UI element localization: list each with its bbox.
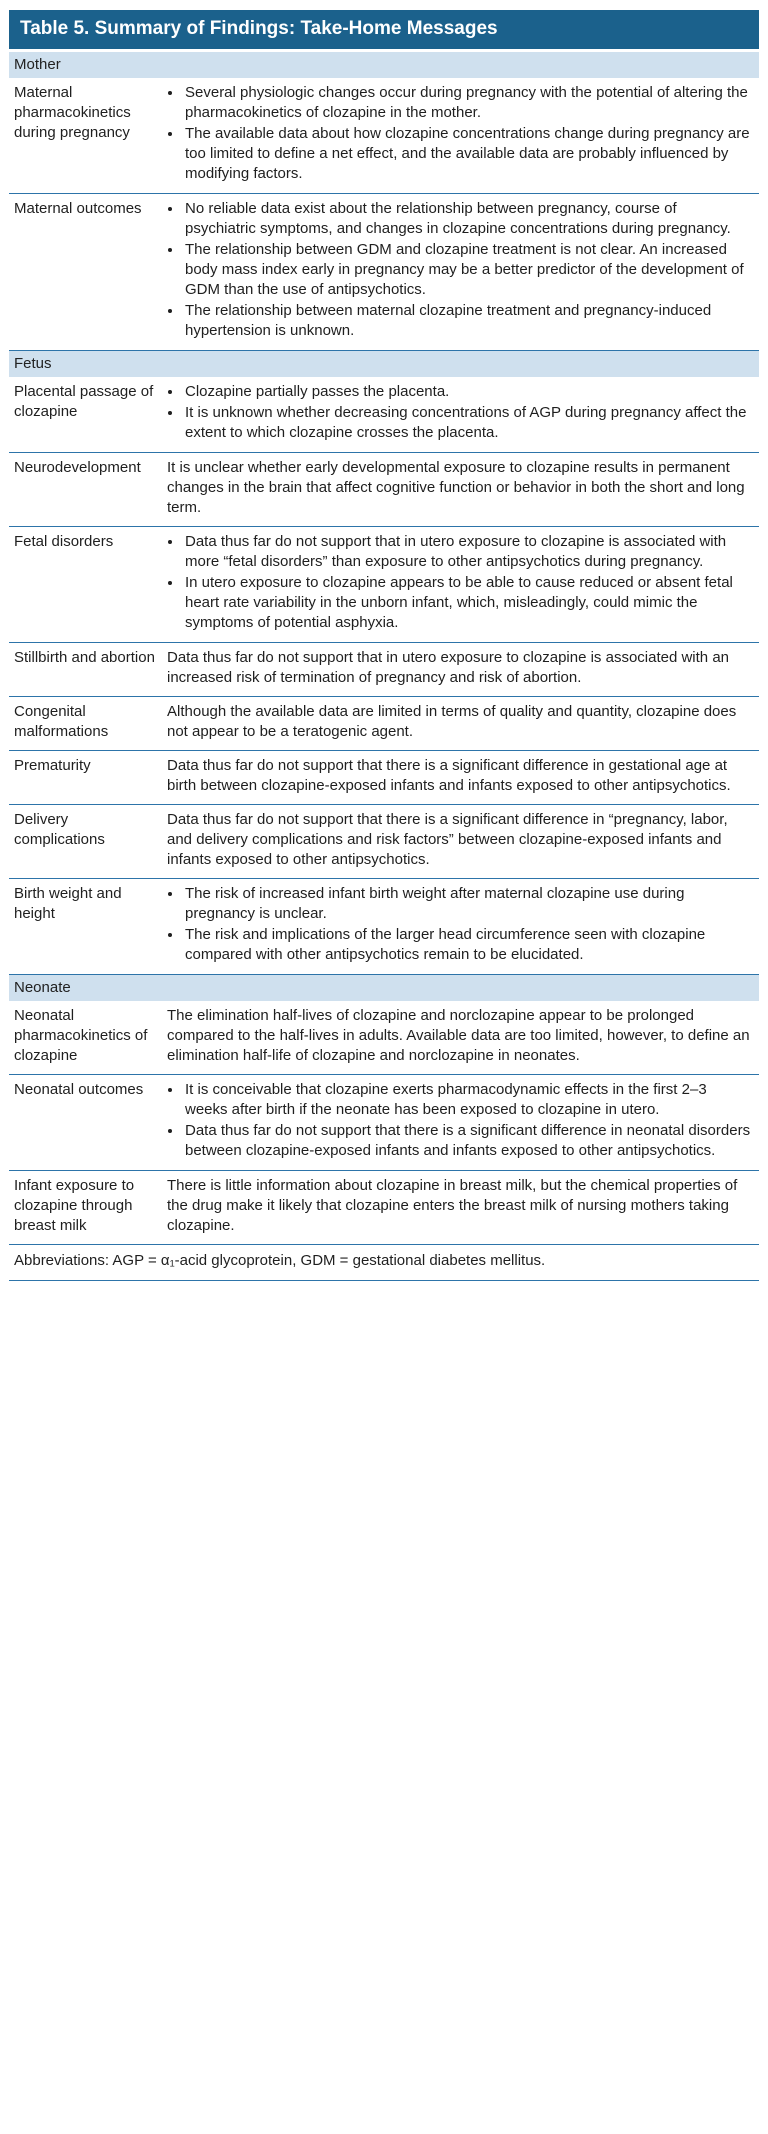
row-content: There is little information about clozapine in breast milk, but the chemical properties of the drug make it likely that clozapine enters the breast milk of nursing mothers taking clozapine. [167,1177,738,1234]
bullet-item: • The risk and implications of the larger head circumference seen with clozapine compared with other antipsychotics remain to be elucidated. [183,925,751,965]
bullet-list [167,382,751,443]
section-header-fetus: Fetus [9,351,759,377]
row-label: Neonatal outcomes [14,1081,144,1098]
bullet-item: • The relationship between maternal clozapine treatment and pregnancy-induced hypertension is unknown. [183,301,751,341]
bullet-item: • The risk of increased infant birth weight after maternal clozapine use during pregnancy is unclear. [183,884,751,924]
table-footnote: Abbreviations: AGP = α₁-acid glycoprotein, GDM = gestational diabetes mellitus. [9,1245,759,1281]
bullet-item: • The relationship between GDM and clozapine treatment is not clear. An increased body mass index early in pregnancy may be a better predictor of the development of GDM than the use of antipsychotics. [183,240,751,300]
row-label: Birth weight and height [14,885,122,922]
row-label: Delivery complications [14,811,105,848]
row-label: Placental passage of clozapine [14,383,154,420]
row-content: Data thus far do not support that in utero exposure to clozapine is associated with an increased risk of termination of pregnancy and risk of abortion. [167,649,730,686]
bullet-item: • Data thus far do not support that there is a significant difference in neonatal disorders between clozapine-exposed infants and infants exposed to other antipsychotics. [183,1121,751,1161]
row-content: Data thus far do not support that there is a significant difference in gestational age at birth between clozapine-exposed infants and infants exposed to other antipsychotics. [167,757,731,794]
row-content [167,532,759,634]
row-content [167,83,759,185]
table-row [9,805,759,879]
row-label: Neonatal pharmacokinetics of clozapine [14,1007,148,1064]
table-row [9,78,759,194]
row-label: Maternal outcomes [14,200,142,217]
row-content: Data thus far do not support that there is a significant difference in “pregnancy, labor, and delivery complications and risk factors” between clozapine-exposed infants and infants exposed to other antipsychotics. [167,811,728,868]
bullet-item: • It is conceivable that clozapine exerts pharmacodynamic effects in the first 2–3 weeks after birth if the neonate has been exposed to clozapine in utero. [183,1080,751,1120]
table-row [9,751,759,805]
row-label: Congenital malformations [14,703,109,740]
row-content [167,382,759,444]
bullet-item: • In utero exposure to clozapine appears to be able to cause reduced or absent fetal heart rate variability in the unborn infant, which, misleadingly, could mimic the symptoms of potential asphyxia. [183,573,751,633]
bullet-list [167,1080,751,1161]
table-row [9,194,759,351]
table-title-bar [9,10,759,49]
row-label: Stillbirth and abortion [14,649,155,666]
bullet-item: • Data thus far do not support that in utero exposure to clozapine is associated with more “fetal disorders” than exposure to other antipsychotics during pregnancy. [183,532,751,572]
row-label: Neurodevelopment [14,459,141,476]
bullet-item: • No reliable data exist about the relationship between pregnancy, course of psychiatric symptoms, and changes in clozapine concentrations during pregnancy. [183,199,751,239]
row-content: It is unclear whether early developmental exposure to clozapine results in permanent changes in the brain that affect cognitive function or behavior in both the short and long term. [167,459,745,516]
row-content [167,884,759,966]
table-row [9,527,759,643]
section-header-neonate: Neonate [9,975,759,1001]
table-row [9,643,759,697]
bullet-list [167,884,751,965]
table-row [9,1001,759,1075]
table-row [9,453,759,527]
row-content [167,199,759,342]
bullet-list [167,532,751,633]
table-row [9,1171,759,1245]
row-content [167,1080,759,1162]
row-label: Prematurity [14,757,91,774]
table-title: Table 5. Summary of Findings: Take-Home Messages [20,18,498,39]
table-row [9,377,759,453]
bullet-list [167,83,751,184]
table-row [9,1075,759,1171]
bullet-item: • It is unknown whether decreasing concentrations of AGP during pregnancy affect the extent to which clozapine crosses the placenta. [183,403,751,443]
row-label: Fetal disorders [14,533,114,550]
table-row [9,697,759,751]
table-row [9,879,759,975]
bullet-item: • The available data about how clozapine concentrations change during pregnancy are too limited to define a net effect, and the available data are probably influenced by modifying factors. [183,124,751,184]
bullet-item: • Clozapine partially passes the placenta. [183,382,751,402]
row-content: The elimination half-lives of clozapine and norclozapine appear to be prolonged compared to the half-lives in adults. Available data are too limited, however, to define an elimination half-life of clozapine and norclozapine in neonates. [167,1007,750,1064]
row-label: Infant exposure to clozapine through breast milk [14,1177,135,1234]
row-content: Although the available data are limited in terms of quality and quantity, clozapine does not appear to be a teratogenic agent. [167,703,737,740]
bullet-list [167,199,751,341]
bullet-item: • Several physiologic changes occur during pregnancy with the potential of altering the pharmacokinetics of clozapine in the mother. [183,83,751,123]
row-label: Maternal pharmacokinetics during pregnancy [14,84,131,141]
section-header-mother: Mother [9,52,759,78]
